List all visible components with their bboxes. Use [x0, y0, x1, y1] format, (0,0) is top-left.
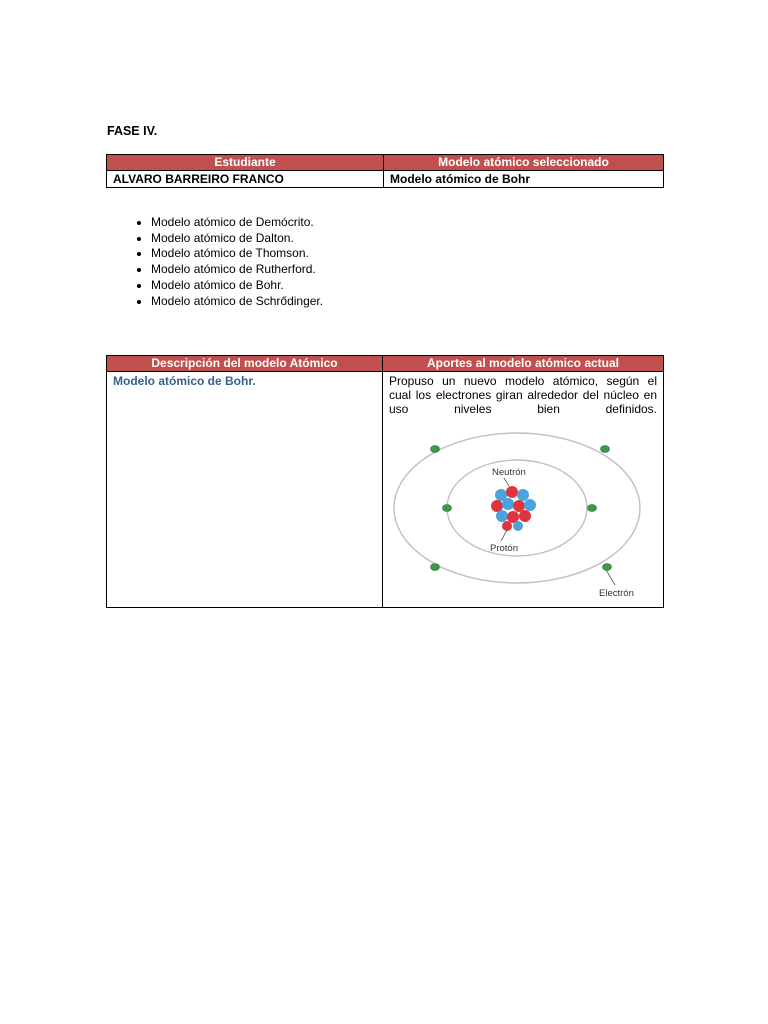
electron — [443, 505, 452, 512]
description-header: Descripción del modelo Atómico — [107, 356, 383, 372]
contributions-header: Aportes al modelo atómico actual — [383, 356, 664, 372]
neutron-pointer — [504, 478, 509, 486]
proton-pointer — [501, 530, 507, 541]
proton-particle — [519, 510, 531, 522]
contribution-line: cual los electrones giran alrededor del núcleo en — [389, 388, 657, 402]
neutron-label: Neutrón — [492, 467, 526, 478]
neutron-particle — [496, 510, 508, 522]
electron-label: Electrón — [599, 588, 634, 599]
proton-particle — [513, 500, 525, 512]
contribution-line: Propuso un nuevo modelo atómico, según el — [389, 374, 657, 388]
electron — [431, 446, 440, 453]
proton-particle — [506, 486, 518, 498]
phase-heading: FASE IV. — [107, 124, 158, 138]
model-selected: Modelo atómico de Bohr — [384, 171, 664, 188]
proton-label: Protón — [490, 543, 518, 554]
list-item: • Modelo atómico de Demócrito. — [151, 215, 323, 231]
neutron-particle — [517, 489, 529, 501]
description-table — [106, 355, 664, 608]
contribution-line: uso niveles bien definidos. — [389, 402, 657, 416]
model-selected-header: Modelo atómico seleccionado — [384, 155, 664, 171]
student-table — [106, 154, 664, 188]
neutron-particle — [502, 498, 514, 510]
description-cell: Modelo atómico de Bohr. — [107, 372, 383, 608]
models-list — [133, 215, 323, 309]
electron — [431, 564, 440, 571]
list-item: • Modelo atómico de Bohr. — [151, 278, 323, 294]
neutron-particle — [513, 521, 523, 531]
list-item: • Modelo atómico de Dalton. — [151, 231, 323, 247]
nucleus — [491, 486, 536, 531]
neutron-particle — [524, 499, 536, 511]
student-header: Estudiante — [107, 155, 384, 171]
list-item: • Modelo atómico de Schrődinger. — [151, 294, 323, 310]
proton-particle — [502, 521, 512, 531]
contributions-cell — [383, 372, 664, 608]
bohr-atom-diagram — [389, 420, 655, 600]
electron — [603, 564, 612, 571]
electron — [588, 505, 597, 512]
electron — [601, 446, 610, 453]
list-item: • Modelo atómico de Thomson. — [151, 246, 323, 262]
list-item: • Modelo atómico de Rutherford. — [151, 262, 323, 278]
student-name: ALVARO BARREIRO FRANCO — [107, 171, 384, 188]
